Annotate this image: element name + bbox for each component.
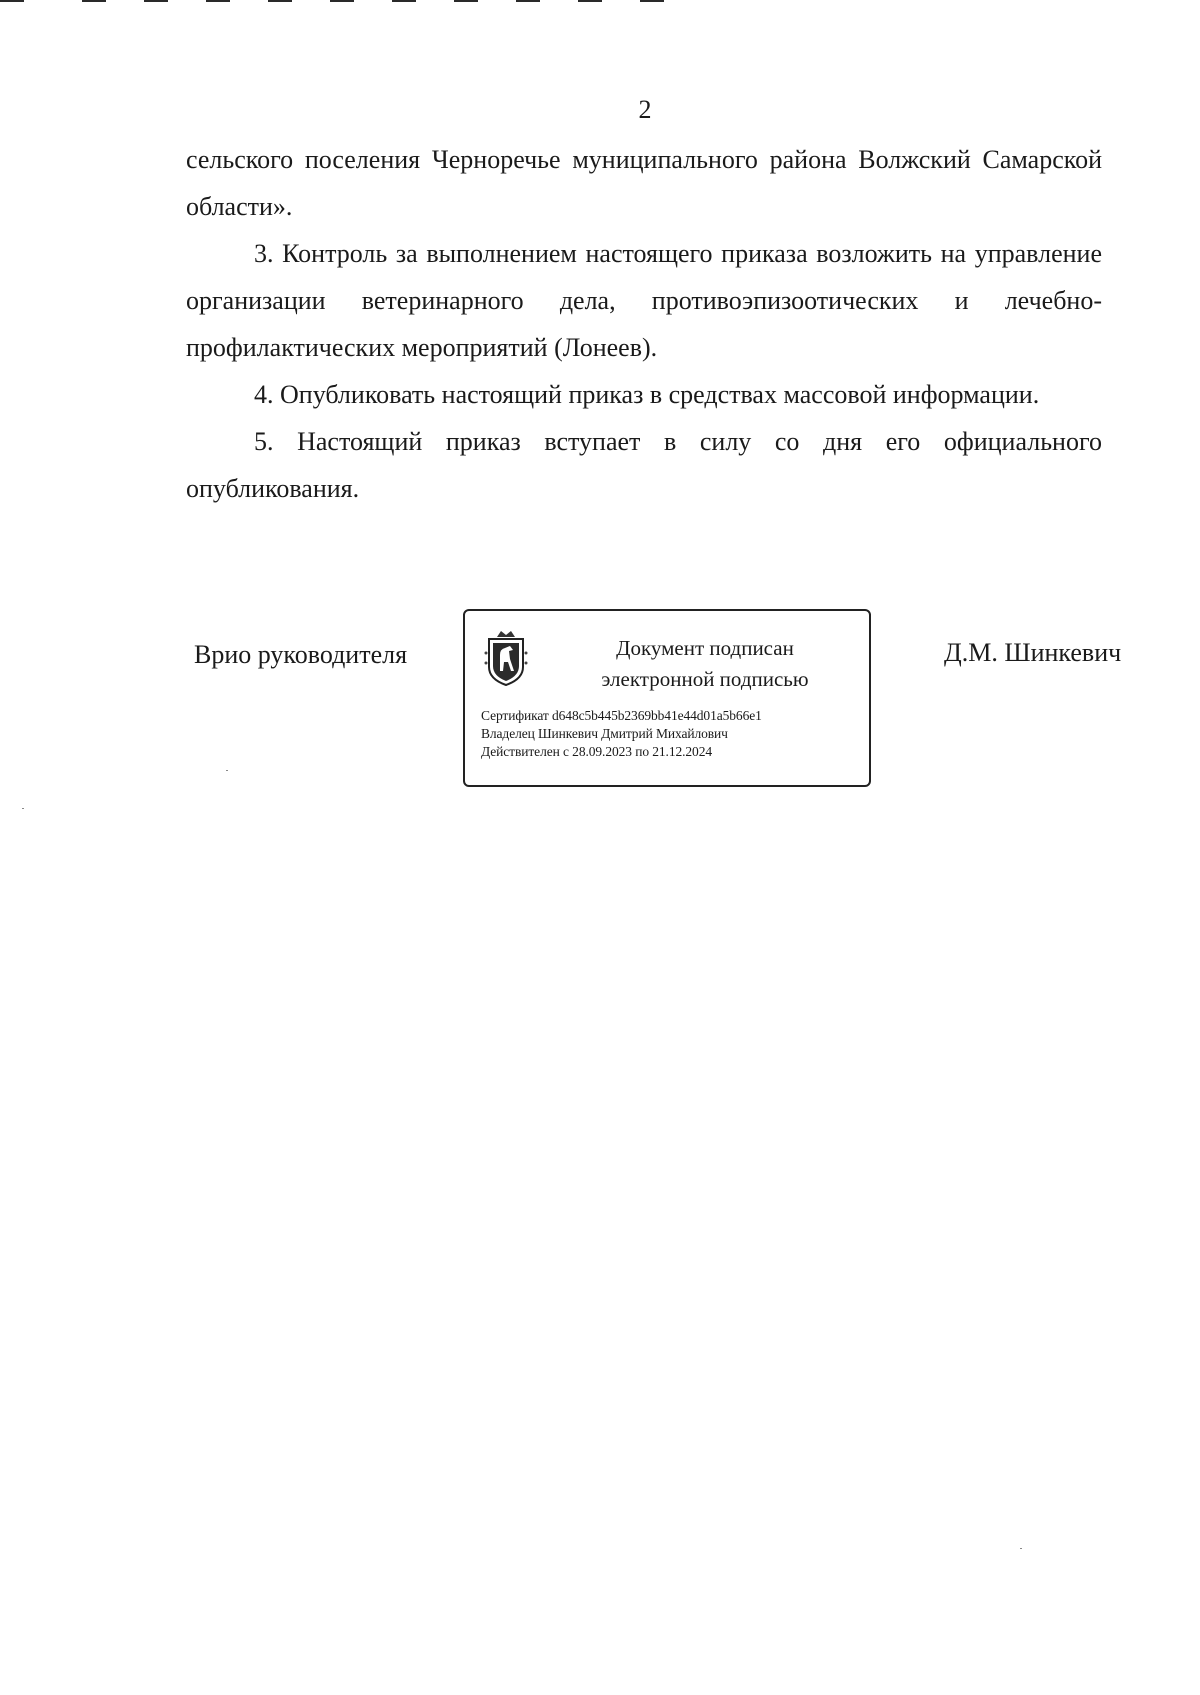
scan-top-dashes [0,0,680,4]
signatory-name: Д.М. Шинкевич [944,638,1122,667]
paragraph-continuation: сельского поселения Черноречье муниципального района Волжский Самарской области». [186,145,1102,221]
stamp-owner: Владелец Шинкевич Дмитрий Михайлович [481,726,728,741]
electronic-signature-stamp [463,609,871,787]
stamp-title [585,633,825,695]
stamp-details [481,707,861,761]
scan-speck [1020,1548,1022,1549]
stamp-title-line-2: электронной подписью [601,667,809,691]
coat-of-arms-icon [483,629,529,687]
stamp-title-line-1: Документ подписан [616,636,794,660]
scan-speck [22,808,24,809]
paragraph-5: 5. Настоящий приказ вступает в силу со дня его официального опубликования. [186,427,1102,503]
paragraph-3: 3. Контроль за выполнением настоящего приказа возложить на управление организации ветеринарного дела, противоэпизоотических и лечебно-профилактических мероприятий (Лонеев). [186,239,1102,362]
page-number: 2 [638,95,652,124]
document-body [186,136,1102,512]
paragraph-4: 4. Опубликовать настоящий приказ в средствах массовой информации. [254,380,1040,409]
stamp-certificate: Сертификат d648c5b445b2369bb41e44d01a5b66e1 [481,708,762,723]
scan-speck [226,770,228,771]
stamp-validity: Действителен с 28.09.2023 по 21.12.2024 [481,744,712,759]
signatory-position: Врио руководителя [194,640,408,669]
